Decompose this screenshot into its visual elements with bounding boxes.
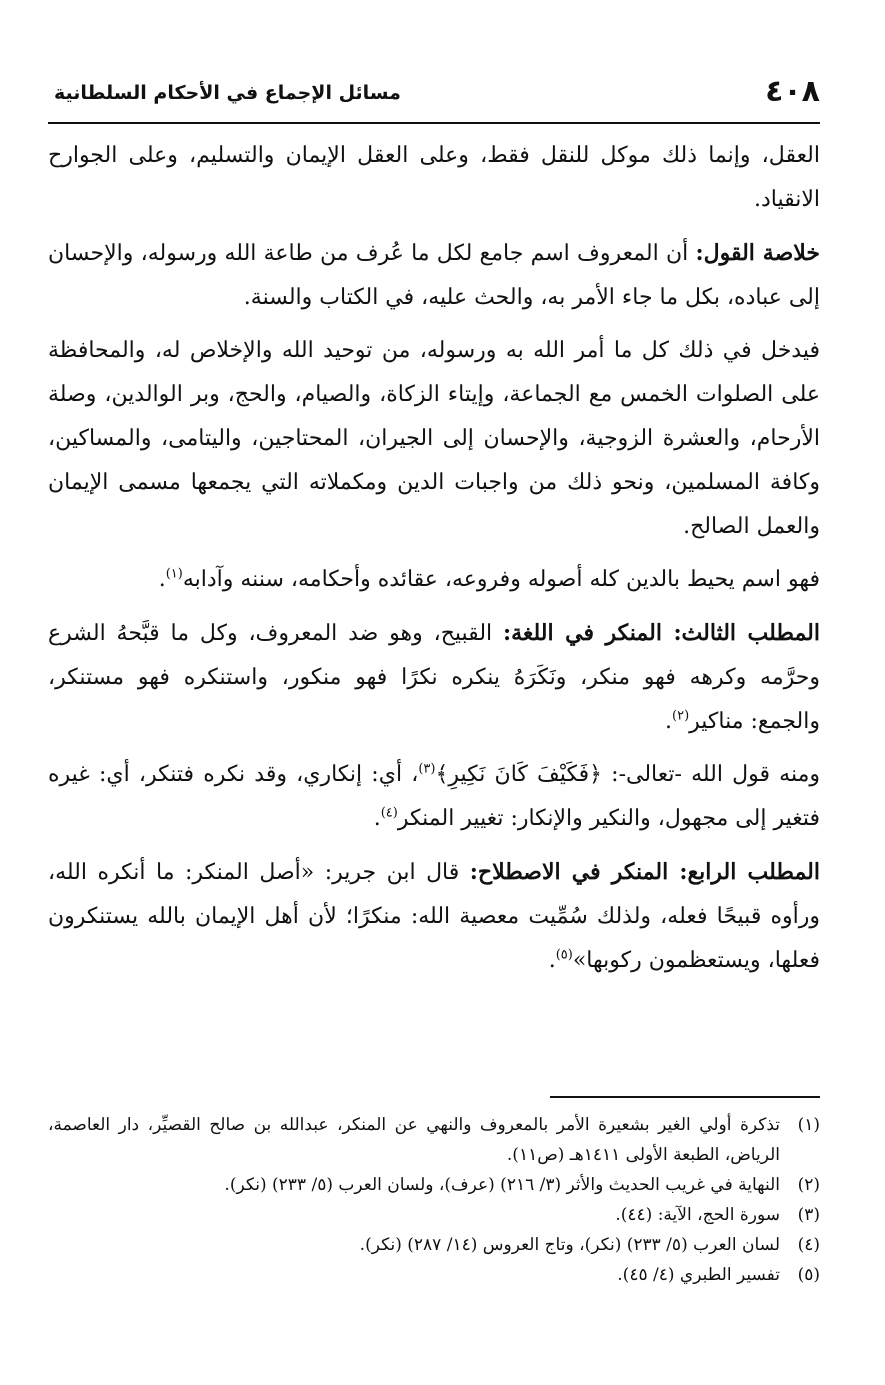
paragraph	[48, 134, 820, 222]
section-heading: المطلب الرابع: المنكر في الاصطلاح:	[469, 859, 820, 885]
footnote-marker[interactable]: (١)	[165, 566, 183, 582]
footnote-number: (٣)	[797, 1205, 820, 1225]
footnote	[48, 1200, 820, 1230]
paragraph-end: .	[548, 948, 556, 973]
paragraph	[48, 753, 820, 841]
running-title: مسائل الإجماع في الأحكام السلطانية	[54, 82, 401, 104]
paragraph	[48, 611, 820, 744]
paragraph-end: .	[665, 709, 672, 734]
main-text	[48, 134, 820, 992]
footnote-number: (١)	[797, 1115, 820, 1135]
footnote-marker[interactable]: (٣)	[418, 761, 436, 777]
quran-verse: ﴿فَكَيْفَ كَانَ نَكِيرِ﴾	[435, 762, 603, 787]
paragraph-text: فيدخل في ذلك كل ما أمر الله به ورسوله، من توحيد الله والإخلاص له، والمحافظة على الصلوات الخمس مع الجماعة، وإيتاء الزكاة، والصيام، والحج، وبر الوالدين، وصلة الأرحام، والعشرة الزوجية، والإحسان إلى الجيران، المحتاجين، واليتامى، والمساكين، وكافة المسلمين، ونحو ذلك من واجبات الدين ومكملاته التي يجمعها مسمى الإيمان والعمل الصالح.	[48, 338, 820, 539]
paragraph-text: القبيح، وهو ضد المعروف، وكل ما قبَّحهُ الشرع وحرَّمه وكرهه فهو منكر، ونَكَرَهُ ينكره نكرًا فهو منكور، واستنكره فهو مستنكر، والجمع: مناكير	[48, 621, 820, 734]
footnote-text: تفسير الطبري (٤/ ٤٥).	[617, 1265, 780, 1285]
paragraph-text: أن المعروف اسم جامع لكل ما عُرف من طاعة الله ورسوله، والإحسان إلى عباده، بكل ما جاء الأمر به، والحث عليه، في الكتاب والسنة.	[48, 241, 820, 310]
paragraph-text: ومنه قول الله -تعالى-:	[602, 762, 820, 787]
footnote	[48, 1110, 820, 1170]
paragraph-text: فهو اسم يحيط بالدين كله أصوله وفروعه، عقائده وأحكامه، سننه وآدابه	[182, 567, 820, 592]
footnote-separator	[550, 1096, 820, 1098]
paragraph	[48, 231, 820, 320]
footnote-number: (٥)	[797, 1265, 820, 1285]
section-heading: المطلب الثالث: المنكر في اللغة:	[502, 620, 820, 646]
footnote-number: (٤)	[797, 1235, 820, 1255]
paragraph	[48, 558, 820, 602]
paragraph-end: .	[158, 567, 166, 592]
section-heading: خلاصة القول:	[695, 240, 821, 266]
footnote-marker[interactable]: (٢)	[672, 708, 690, 724]
footnote	[48, 1260, 820, 1290]
footnotes	[48, 1110, 820, 1290]
paragraph	[48, 850, 820, 983]
footnote-number: (٢)	[797, 1175, 820, 1195]
paragraph-text: العقل، وإنما ذلك موكل للنقل فقط، وعلى العقل الإيمان والتسليم، وعلى الجوارح الانقياد.	[48, 143, 820, 212]
footnote-text: لسان العرب (٥/ ٢٣٣) (نكر)، وتاج العروس (١٤/ ٢٨٧) (نكر).	[359, 1235, 780, 1255]
footnote	[48, 1170, 820, 1200]
paragraph	[48, 329, 820, 549]
page-number: ٤٠٨	[765, 74, 820, 109]
footnote-marker[interactable]: (٥)	[555, 947, 573, 963]
page-header	[48, 72, 820, 124]
paragraph-text: ، أي: إنكاري، وقد نكره فتنكر، أي: غيره فتغير إلى مجهول، والنكير والإنكار: تغيير المنكر	[48, 762, 820, 831]
footnote-text: سورة الحج، الآية: (٤٤).	[615, 1205, 780, 1225]
footnote-text: تذكرة أولي الغير بشعيرة الأمر بالمعروف والنهي عن المنكر، عبدالله بن صالح القصيِّر، دار العاصمة، الرياض، الطبعة الأولى ١٤١١هـ (ص١١).	[48, 1115, 780, 1165]
footnote	[48, 1230, 820, 1260]
paragraph-end: .	[373, 806, 381, 831]
footnote-marker[interactable]: (٤)	[380, 805, 398, 821]
book-page	[48, 72, 820, 1362]
footnote-text: النهاية في غريب الحديث والأثر (٣/ ٢١٦) (عرف)، ولسان العرب (٥/ ٢٣٣) (نكر).	[224, 1175, 780, 1195]
paragraph-text: قال ابن جرير: «أصل المنكر: ما أنكره الله، ورأوه قبيحًا فعله، ولذلك سُمِّيت معصية الله: منكرًا؛ لأن أهل الإيمان بالله يستنكرون فعلها، ويستعظمون ركوبها»	[48, 860, 820, 973]
